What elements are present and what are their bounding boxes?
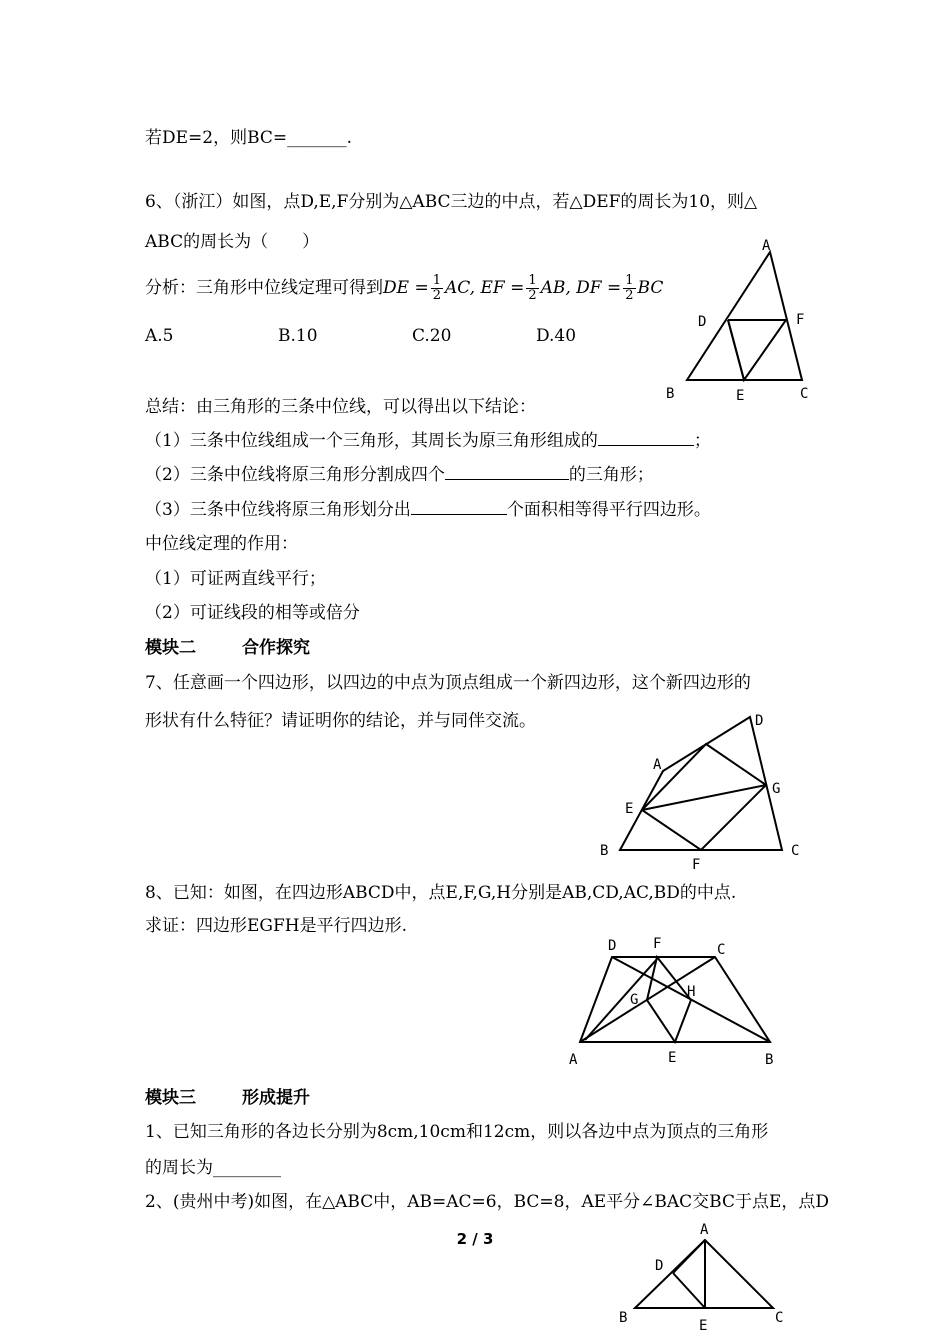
option-c: C.20	[412, 326, 452, 346]
m3-q2-line1: 2、(贵州中考)如图，在△ABC中，AB=AC=6，BC=8，AE平分∠BAC交BC于点E，点D	[145, 1192, 830, 1212]
summary-c1: （1）三条中位线组成一个三角形，其周长为原三角形组成的 ；	[145, 431, 711, 451]
svg-text:C: C	[791, 843, 800, 859]
m3-q2-triangle-diagram	[615, 1218, 795, 1344]
svg-text:G: G	[630, 992, 639, 1008]
q6-analysis: 分析：三角形中位线定理可得到DE = $\frac{1}{2}$ AC, EF = $\frac{1}{2}$ AB, DF = $\frac{1}{2}$ BC	[145, 273, 664, 303]
text-line: 若DE=2，则BC=_______.	[145, 128, 353, 148]
m3-q1-line1: 1、已知三角形的各边长分别为8cm,10cm和12cm，则以各边中点为顶点的三角形	[145, 1122, 769, 1142]
svg-text:F: F	[692, 857, 701, 873]
summary-title: 总结：由三角形的三条中位线，可以得出以下结论：	[145, 397, 536, 417]
svg-text:B: B	[619, 1310, 628, 1326]
page-number: 2 / 3	[456, 1230, 494, 1248]
svg-text:C: C	[775, 1310, 784, 1326]
module3-title: 模块三 形成提升	[145, 1088, 310, 1108]
svg-text:B: B	[765, 1052, 774, 1068]
svg-text:C: C	[800, 386, 809, 402]
q7-line2: 形状有什么特征？请证明你的结论，并与同伴交流。	[145, 711, 536, 731]
svg-text:D: D	[698, 314, 707, 330]
q6-line1: 6、（浙江）如图，点D,E,F分别为△ABC三边的中点，若△DEF的周长为10，则△	[145, 192, 758, 212]
option-a: A.5	[145, 326, 174, 346]
summary-c2: （2）三条中位线将原三角形分割成四个 的三角形；	[145, 465, 654, 485]
svg-text:D: D	[755, 713, 764, 729]
q6-line2: ABC的周长为（ ）	[145, 232, 320, 252]
svg-text:E: E	[736, 388, 745, 404]
svg-text:F: F	[796, 312, 805, 328]
svg-text:A: A	[569, 1052, 578, 1068]
svg-text:E: E	[625, 801, 634, 817]
svg-text:C: C	[717, 942, 726, 958]
svg-text:E: E	[699, 1318, 708, 1334]
svg-text:D: D	[608, 938, 617, 954]
svg-text:A: A	[762, 238, 771, 254]
q7-quadrilateral-diagram	[595, 705, 815, 880]
svg-text:A: A	[700, 1222, 709, 1238]
q6-triangle-diagram	[660, 230, 820, 410]
summary-u1: （1）可证两直线平行；	[145, 569, 326, 589]
q8-quadrilateral-diagram	[565, 932, 790, 1072]
svg-text:G: G	[772, 781, 781, 797]
svg-text:D: D	[655, 1258, 664, 1274]
summary-c3: （3）三条中位线将原三角形划分出 个面积相等得平行四边形。	[145, 500, 711, 520]
svg-text:H: H	[687, 984, 696, 1000]
m3-q1-line2: 的周长为________	[145, 1158, 281, 1178]
module2-title: 模块二 合作探究	[145, 638, 310, 658]
summary-u2: （2）可证线段的相等或倍分	[145, 603, 360, 623]
q8-line1: 8、已知：如图，在四边形ABCD中，点E,F,G,H分别是AB,CD,AC,BD的中点.	[145, 883, 737, 903]
svg-text:F: F	[653, 936, 662, 952]
svg-text:E: E	[668, 1050, 677, 1066]
svg-text:B: B	[666, 386, 675, 402]
q7-line1: 7、任意画一个四边形，以四边的中点为顶点组成一个新四边形，这个新四边形的	[145, 673, 751, 693]
svg-text:A: A	[653, 757, 662, 773]
svg-text:B: B	[600, 843, 609, 859]
summary-use-title: 中位线定理的作用：	[145, 534, 298, 554]
option-b: B.10	[278, 326, 318, 346]
option-d: D.40	[536, 326, 577, 346]
q8-line2: 求证：四边形EGFH是平行四边形.	[145, 916, 408, 936]
